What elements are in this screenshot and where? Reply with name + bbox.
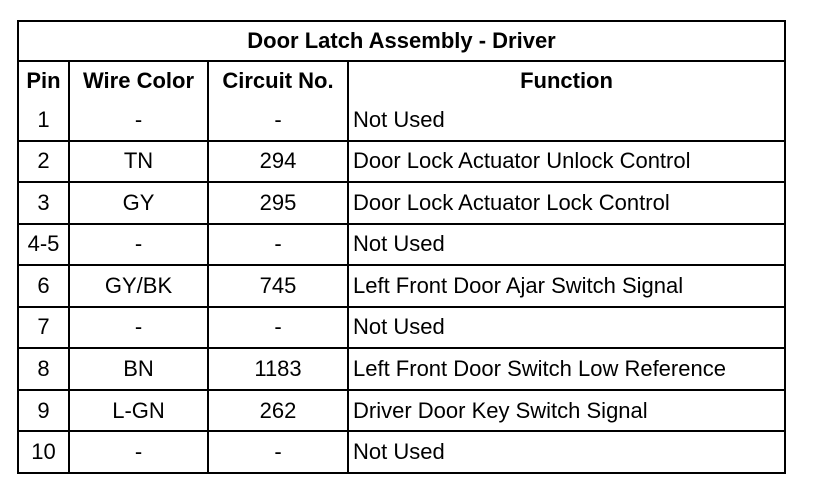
table-title: Door Latch Assembly - Driver [19, 22, 784, 61]
connector-pinout-table [17, 20, 786, 474]
circuit-no-cell: 1183 [208, 348, 348, 390]
pin-cell: 7 [19, 307, 69, 349]
table-row [19, 265, 784, 307]
circuit-no-cell: - [208, 307, 348, 349]
table-row [19, 141, 784, 183]
wire-color-cell: - [69, 224, 208, 266]
wire-color-cell: - [69, 307, 208, 349]
circuit-no-cell: - [208, 431, 348, 472]
header-pin: Pin [19, 61, 69, 100]
pin-cell: 4-5 [19, 224, 69, 266]
pinout-table [19, 22, 784, 472]
table-title-row [19, 22, 784, 61]
pin-cell: 9 [19, 390, 69, 432]
function-cell: Not Used [348, 100, 784, 141]
header-function: Function [348, 61, 784, 100]
pin-cell: 3 [19, 182, 69, 224]
table-body [19, 100, 784, 472]
table-row [19, 182, 784, 224]
circuit-no-cell: - [208, 224, 348, 266]
function-cell: Left Front Door Ajar Switch Signal [348, 265, 784, 307]
function-cell: Door Lock Actuator Unlock Control [348, 141, 784, 183]
pin-cell: 2 [19, 141, 69, 183]
wire-color-cell: L-GN [69, 390, 208, 432]
header-wire-color: Wire Color [69, 61, 208, 100]
function-cell: Not Used [348, 224, 784, 266]
circuit-no-cell: 262 [208, 390, 348, 432]
wire-color-cell: - [69, 431, 208, 472]
function-cell: Left Front Door Switch Low Reference [348, 348, 784, 390]
circuit-no-cell: 294 [208, 141, 348, 183]
table-row [19, 348, 784, 390]
table-row [19, 224, 784, 266]
function-cell: Door Lock Actuator Lock Control [348, 182, 784, 224]
circuit-no-cell: 745 [208, 265, 348, 307]
pin-cell: 6 [19, 265, 69, 307]
wire-color-cell: BN [69, 348, 208, 390]
table-row [19, 390, 784, 432]
circuit-no-cell: - [208, 100, 348, 141]
header-circuit-no: Circuit No. [208, 61, 348, 100]
wire-color-cell: GY [69, 182, 208, 224]
table-row [19, 307, 784, 349]
wire-color-cell: - [69, 100, 208, 141]
wire-color-cell: TN [69, 141, 208, 183]
table-header-row [19, 61, 784, 100]
wire-color-cell: GY/BK [69, 265, 208, 307]
pin-cell: 8 [19, 348, 69, 390]
function-cell: Not Used [348, 307, 784, 349]
function-cell: Not Used [348, 431, 784, 472]
function-cell: Driver Door Key Switch Signal [348, 390, 784, 432]
circuit-no-cell: 295 [208, 182, 348, 224]
pin-cell: 10 [19, 431, 69, 472]
table-row [19, 431, 784, 472]
table-row [19, 100, 784, 141]
pin-cell: 1 [19, 100, 69, 141]
